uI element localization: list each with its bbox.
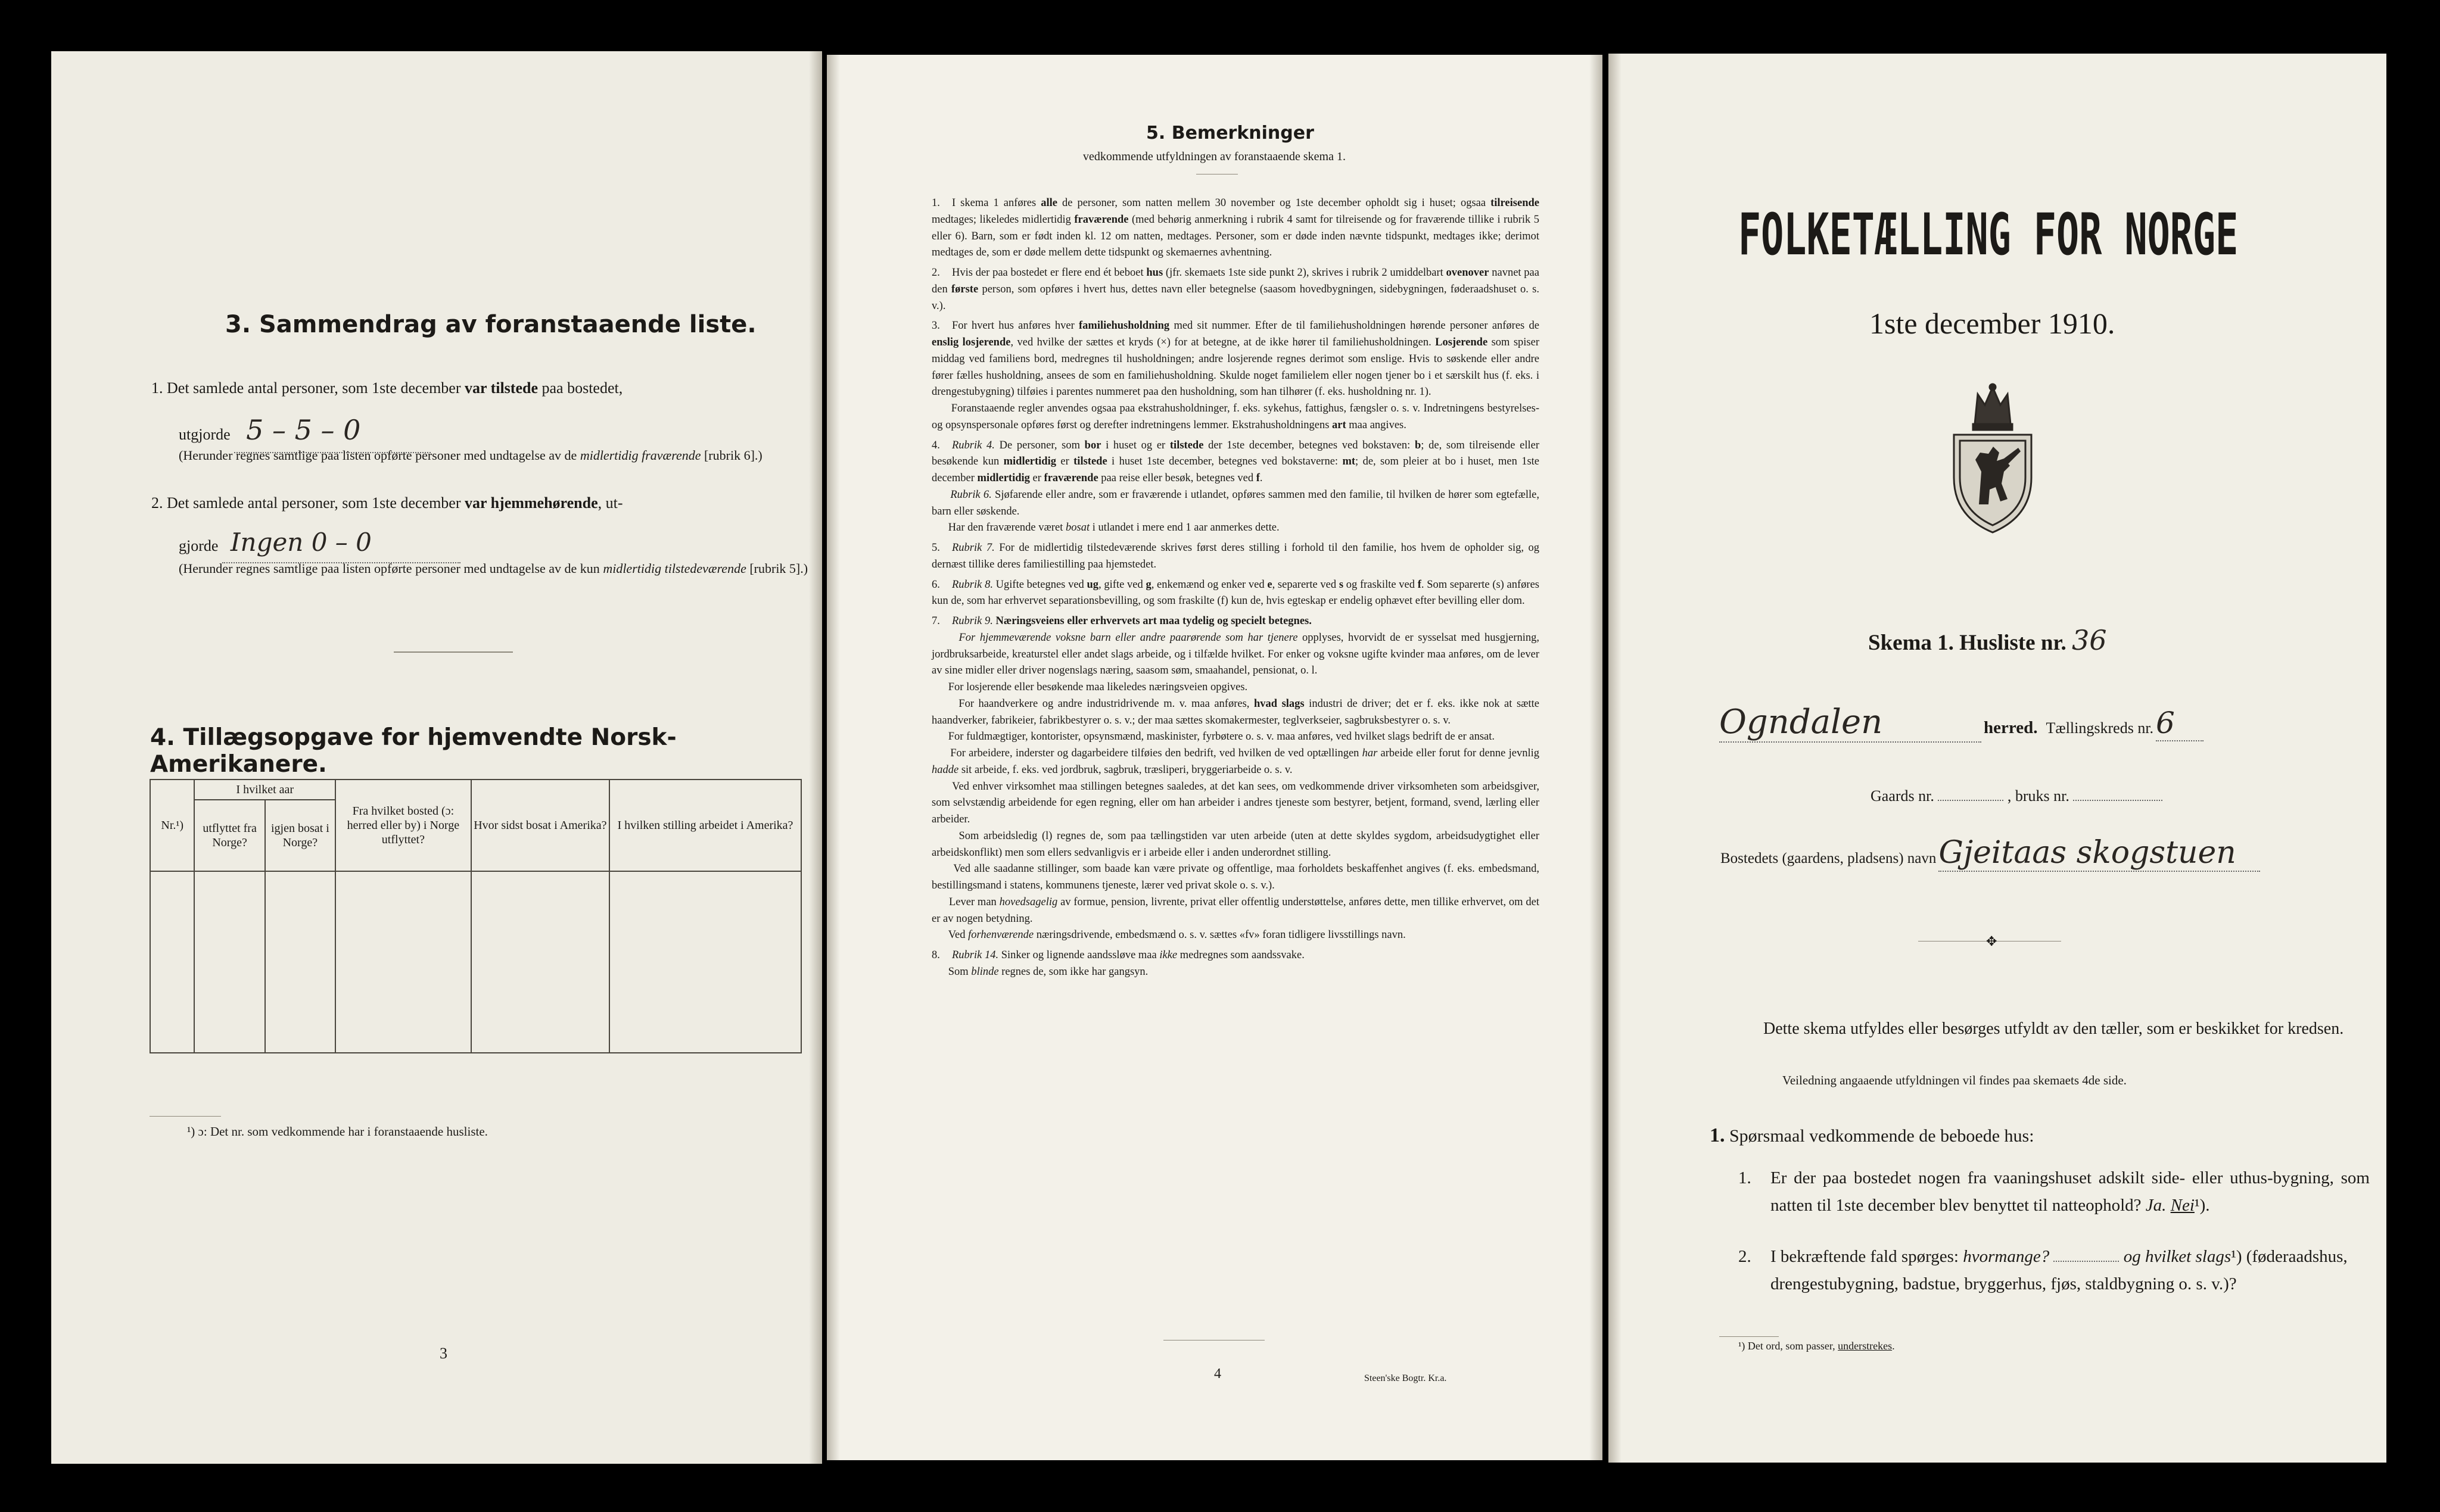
question-1-text: Er der paa bostedet nogen fra vaaningshuset adskilt side- eller uthus-bygning, som natten til 1ste december blev benyttet til natteophold? <box>1770 1168 2370 1215</box>
question-2-number: 2. <box>1738 1247 1751 1266</box>
instructions-small: Veiledning angaaende utfyldningen vil findes paa skemaets 4de side. <box>1782 1073 2127 1087</box>
remarks-title: 5. Bemerkninger <box>1146 123 1314 144</box>
questions-header-text: Spørsmaal vedkommende de beboede hus: <box>1729 1126 2034 1146</box>
item-2-answer-line <box>179 523 460 563</box>
note-text: (Herunder regnes samtlige paa listen opførte personer med undtagelse av de kun <box>179 561 603 576</box>
left-page <box>51 51 822 1464</box>
page-number: 4 <box>1214 1366 1221 1382</box>
note-text-end: [rubrik 6].) <box>701 448 762 463</box>
herred-handwritten: Ogndalen <box>1719 703 1981 743</box>
item-2-text-end: , ut- <box>597 494 623 512</box>
census-title: FOLKETÆLLING FOR NORGE <box>1738 201 2239 268</box>
item-2-handwritten: Ingen 0 – 0 <box>222 523 460 563</box>
col-fra-bosted: Fra hvilket bosted (ɔ: herred eller by) i Norge utflyttet? <box>335 780 471 871</box>
item-2-text: 2. Det samlede antal personer, som 1ste december <box>151 494 465 512</box>
remark-7: 7. Rubrik 9. Næringsveiens eller erhvervets art maa tydelig og specielt betegnes. For hjemmeværende voksne barn eller andre paarørende som har tjenere opplyses, hvorvidt de er sysselsat med husgjerning, jordbruksarbeide, kreaturstel eller andet slags arbeide, og i tilfælde hvilket. For enker og voksne ugifte kvinder maa anføres, om de lever av sine midler eller driver nogenslags næring, saasom søm, smaahandel, pensionat, o. l. For losjerende eller besøkende maa likeledes næringsveien opgives. For haandverkere og andre industridrivende m. v. maa anføres, hvad slags industri de driver; det er f. eks. ikke nok at sætte haandverker, fabrikeier, fabrikbestyrer o. s. v.; der maa sættes skomakermester, teglverkseier, sagbruksbestyrer o. s. v. For fuldmægtiger, kontorister, opsynsmænd, maskinister, fyrbøtere o. s. v. maa anføres, ved hvilket slags bedrift de er ansat. For arbeidere, inderster og dagarbeidere tilføies den bedrift, ved hvilken de ved optællingen har arbeide eller forut for denne jevnlig hadde sit arbeide, f. eks. ved jordbruk, sagbruk, træsliperi, bryggeriarbeide o. s. v. Ved enhver virksomhet maa stillingen betegnes saaledes, at det kan sees, om vedkommende driver virksomheten som arbeidsgiver, som selvstændig arbeidende for egen regning, eller om han arbeider i andres tjeneste som bestyrer, betjent, formand, svend, lærling eller arbeider. Som arbeidsledig (l) regnes de, som paa tællingstiden var uten arbeide (uten at dette skyldes sygdom, arbeidsudygtighet eller arbeidskonflikt) men som ellers sedvanligvis er i arbeide eller i anden underordnet stilling. Ved alle saadanne stillinger, som baade kan være private og offentlige, maa forholdets beskaffenhet angives (f. eks. embedsmand, bestillingsmand i statens, kommunens tjeneste, lærer ved privat skole o. s. v.). Lever man hovedsagelig av formue, pension, livrente, privat eller offentlig understøttelse, anføres dette, men tillike erhvervet, om det er av nogen betydning. Ved forhenværende næringsdrivende, embedsmænd o. s. v. sættes «fv» foran tidligere livsstillings navn. <box>932 615 1540 942</box>
item-2-note <box>179 560 810 578</box>
norsk-amerikanere-table <box>150 779 802 1053</box>
section-3-title: 3. Sammendrag av foranstaaende liste. <box>225 311 757 338</box>
answer-ja: Ja. <box>2145 1195 2167 1215</box>
herred-label: herred. <box>1984 718 2038 737</box>
footnote-rule <box>1719 1336 1779 1337</box>
remark-6: 6. Rubrik 8. Ugifte betegnes ved ug, gifte ved g, enkemænd og enker ved e, separerte ved s og fraskilte ved f. Som separerte (s) anføres kun de, som har erhvervet separationsbevilling, og som fraskilte (f) kun de, hvis egteskap er endelig ophævet efter bevilling eller dom. <box>932 578 1540 607</box>
section-4-title: 4. Tillægsopgave for hjemvendte Norsk-Amerikanere. <box>150 724 677 778</box>
bosted-label: Bostedets (gaardens, pladsens) navn <box>1720 850 1937 866</box>
page-number: 3 <box>440 1345 447 1362</box>
page-fold-shadow <box>827 55 840 1460</box>
norwegian-coat-of-arms-icon <box>1942 382 2043 537</box>
footnote-rule <box>150 1116 221 1117</box>
note-text: (Herunder regnes samtlige paa listen opførte personer med undtagelse av de <box>179 448 580 463</box>
section-3-item-1 <box>151 376 813 400</box>
remark-3: 3. For hvert hus anføres hver familiehusholdning med sit nummer. Efter de til familiehusholdningen hørende personer anføres de enslig losjerende, ved hvilke der sættes et kryds (×) for at betegne, at de ikke hører til familiehusholdningen. Losjerende som spiser middag ved familiens bord, medregnes til husholdningen; andre losjerende regnes derimot som enslige. Hvis to søskende eller andre fører fælles husholdning, ansees de som en familiehusholdning. Skulde noget familielem eller nogen tjener bo i et særskilt hus (f. eks. i drengestubygning) tilføies i parentes nummeret paa den husholdning, som han tilhører (f. eks. husholdning nr. 1). Foranstaaende regler anvendes ogsaa paa ekstrahusholdninger, f. eks. sykehus, fattighus, fængsler o. s. v. Indretningens bestyrelses- og opsynspersonale opføres først og derefter indretningens lemmer. Ekstrahusholdningens art maa angives. <box>932 320 1539 431</box>
schema-label: Skema 1. Husliste nr. <box>1868 631 2066 655</box>
separator <box>394 651 513 653</box>
herred-line <box>1719 703 2351 743</box>
item-1-label: utgjorde <box>179 426 231 443</box>
table-row <box>150 1035 801 1053</box>
item-1-bold: var tilstede <box>465 379 538 397</box>
col-group-year: I hvilket aar <box>194 780 335 800</box>
questions-header <box>1710 1124 2034 1147</box>
col-igjen-bosat: igjen bosat i Norge? <box>265 800 335 871</box>
section-3-item-2 <box>151 491 813 515</box>
ornament-icon: ✥ <box>1986 934 1997 949</box>
footnote <box>1738 1340 1895 1352</box>
question-1-body <box>1770 1165 2370 1220</box>
item-1-note <box>179 447 810 465</box>
answer-nei-underlined: Nei <box>2170 1195 2195 1215</box>
right-page <box>1608 54 2386 1463</box>
item-1-text-end: paa bostedet, <box>538 379 623 397</box>
gaards-line <box>1871 787 2162 805</box>
gaards-number-field <box>1938 800 2003 801</box>
col-hvor-bosat: Hvor sidst bosat i Amerika? <box>471 780 609 871</box>
table-row <box>150 937 801 969</box>
questions-header-number: 1. <box>1710 1124 1725 1146</box>
question-2-body <box>1770 1243 2370 1298</box>
footnote-underlined: understrekes <box>1838 1340 1893 1352</box>
remark-2: 2. Hvis der paa bostedet er flere end ét beboet hus (jfr. skemaets 1ste side punkt 2), skrives i rubrik 2 umiddelbart ovenover navnet paa den første person, som opføres i hvert hus, dettes navn eller betegnelse (saasom hovedbygningen, sidebygningen, føderaadshuset o. s. v.). <box>932 267 1539 312</box>
instructions: Dette skema utfyldes eller besørges utfyldt av den tæller, som er beskikket for kredsen. <box>1763 1020 2344 1038</box>
page-fold-shadow <box>1608 54 1622 1463</box>
item-2-bold: var hjemmehørende <box>465 494 598 512</box>
middle-page <box>827 55 1602 1460</box>
bosted-handwritten: Gjeitaas skogstuen <box>1938 835 2260 872</box>
remarks-subtitle: vedkommende utfyldningen av foranstaaende skema 1. <box>1083 150 1346 163</box>
question-1 <box>1738 1165 2370 1220</box>
note-text-end: [rubrik 5].) <box>746 561 808 576</box>
gaards-label: Gaards nr. <box>1871 787 1934 805</box>
bruks-label: , bruks nr. <box>2007 787 2069 805</box>
question-1-number: 1. <box>1738 1168 1751 1187</box>
husliste-number-handwritten: 36 <box>2071 624 2107 656</box>
question-2-text-end: ¹) (føderaadshus, drengestubygning, badstue, bryggerhus, fjøs, staldbygning o. s. v.)? <box>1770 1247 2348 1293</box>
table-row <box>150 904 801 937</box>
remark-1: 1. I skema 1 anføres alle de personer, som natten mellem 30 november og 1ste december opholdt sig i huset; ogsaa tilreisende medtages; likeledes midlertidig fraværende (med behørig anmerkning i rubrik 4 samt for tilreisende og for fraværende tillike i rubrik 5 eller 6). Barn, som er født inden kl. 12 om natten, medtages. Personer, som er døde inden nævnte tidspunkt, medtages ikke; derimot medtages de, som er døde mellem dette tidspunkt og skemaernes avhentning. <box>932 197 1540 259</box>
col-stilling: I hvilken stilling arbeidet i Amerika? <box>609 780 801 871</box>
remark-5: 5. Rubrik 7. For de midlertidig tilstedeværende skrives først deres stilling i forhold til den familie, hos hvem de opholder sig, og dernæst tillike deres familiestilling paa hjemstedet. <box>932 542 1539 570</box>
item-1-handwritten: 5 – 5 – 0 <box>234 409 431 453</box>
remark-8: 8. Rubrik 14. Sinker og lignende aandssløve maa ikke medregnes som aandssvake. Som blinde regnes de, som ikke har gangsyn. <box>932 949 1305 978</box>
krets-number-handwritten: 6 <box>2156 706 2204 741</box>
question-1-footnote-mark: ¹). <box>2194 1195 2210 1215</box>
col-utflyttet: utflyttet fra Norge? <box>194 800 264 871</box>
remarks-body <box>932 195 1539 981</box>
footnote-text: ¹) Det ord, som passer, <box>1738 1340 1838 1352</box>
question-2 <box>1738 1243 2370 1298</box>
section-4-footnote: ¹) ɔ: Det nr. som vedkommende har i foranstaaende husliste. <box>187 1124 488 1139</box>
table-row <box>150 969 801 1002</box>
schema-line <box>1868 624 2107 656</box>
note-italic: midlertidig fraværende <box>580 448 701 463</box>
krets-label: Tællingskreds nr. <box>2046 719 2154 737</box>
item-1-text: 1. Det samlede antal personer, som 1ste december <box>151 379 465 397</box>
bruks-number-field <box>2073 800 2162 801</box>
bosted-line <box>1720 835 2376 872</box>
question-2-hvormange: hvormange? <box>1963 1247 2050 1266</box>
note-italic: midlertidig tilstedeværende <box>603 561 746 576</box>
page-fold-shadow <box>1589 55 1602 1460</box>
question-2-text: I bekræftende fald spørges: <box>1770 1247 1963 1266</box>
footnote-end: . <box>1892 1340 1895 1352</box>
col-nr: Nr.¹) <box>150 780 194 871</box>
question-2-hvilket-slags: og hvilket slags <box>2123 1247 2232 1266</box>
table-row <box>150 871 801 904</box>
hvormange-field <box>2053 1261 2119 1262</box>
item-2-label: gjorde <box>179 537 219 554</box>
printer-mark: Steen'ske Bogtr. Kr.a. <box>1364 1373 1447 1383</box>
table-row <box>150 1002 801 1035</box>
remark-4: 4. Rubrik 4. De personer, som bor i huset og er tilstede der 1ste december, betegnes ved bokstaven: b; de, som tilreisende eller besøkende kun midlertidig er tilstede i huset 1ste december, betegnes ved bokstaverne: mt; de, som pleier at bo i huset, men 1ste december midlertidig er fraværende paa reise eller besøk, betegnes ved f. Rubrik 6. Sjøfarende eller andre, som er fraværende i utlandet, opføres sammen med den familie, til hvilken de hører som egtefælle, barn eller søskende. Har den fraværende været bosat i utlandet i mere end 1 aar anmerkes dette. <box>932 439 1539 534</box>
census-date: 1ste december 1910. <box>1869 307 2115 340</box>
